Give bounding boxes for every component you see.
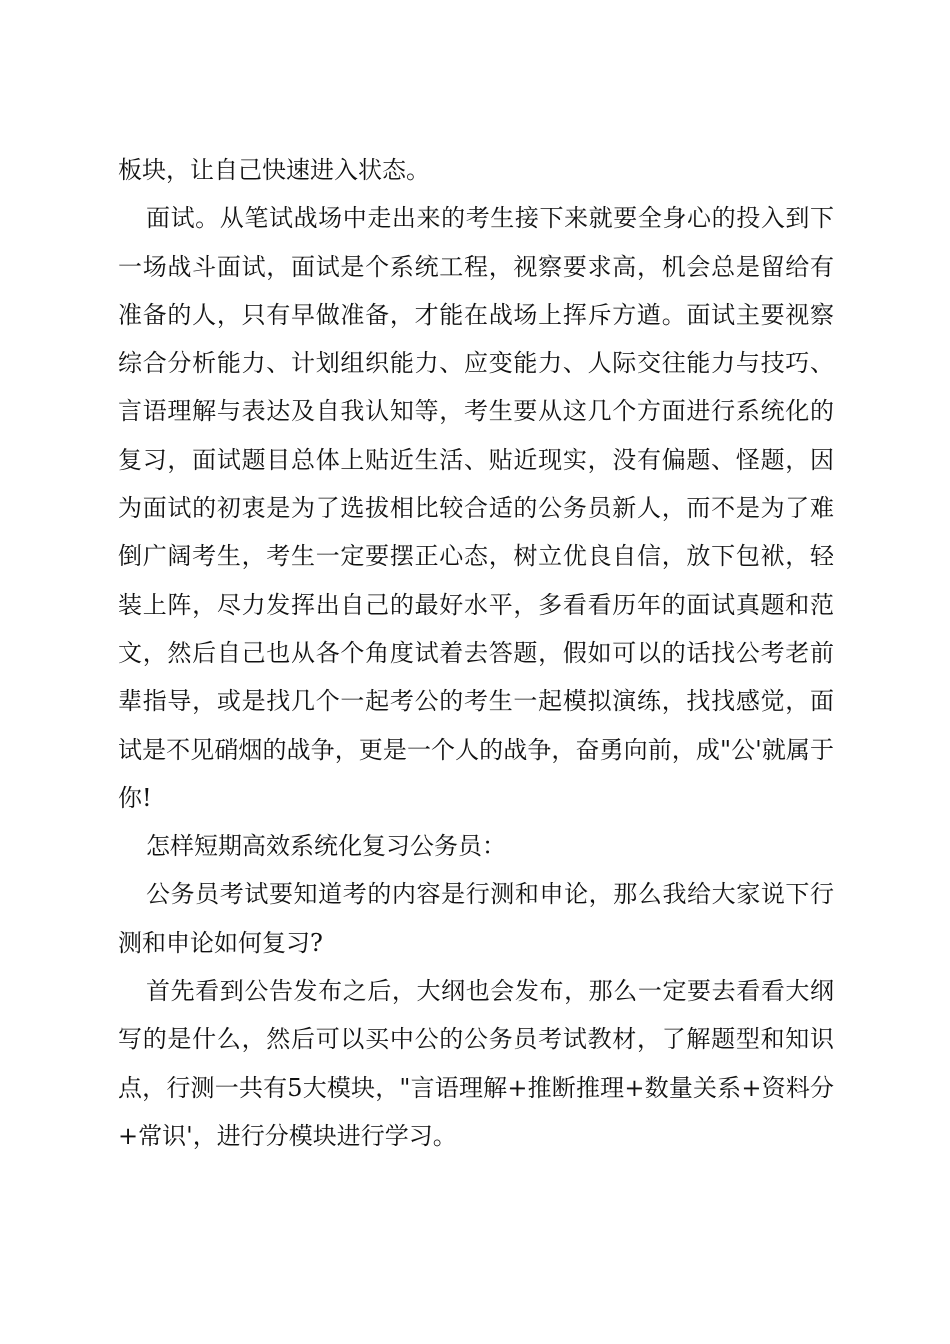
document-body: [118, 146, 834, 1160]
paragraph-exam-content: 公务员考试要知道考的内容是行测和申论，那么我给大家说下行测和申论如何复习?: [118, 880, 834, 957]
paragraph-interview: 面试。从笔试战场中走出来的考生接下来就要全身心的投入到下一场战斗面试，面试是个系统工程，视察要求高，机会总是留给有准备的人，只有早做准备，才能在战场上挥斥方遒。面试主要视察综合分析能力、计划组织能力、应变能力、人际交往能力与技巧、言语理解与表达及自我认知等，考生要从这几个方面进行系统化的复习，面试题目总体上贴近生活、贴近现实，没有偏题、怪题，因为面试的初衷是为了选拔相比较合适的公务员新人，而不是为了难倒广阔考生，考生一定要摆正心态，树立优良自信，放下包袱，轻装上阵，尽力发挥出自己的最好水平，多看看历年的面试真题和范文，然后自己也从各个角度试着去答题，假如可以的话找公考老前辈指导，或是找几个一起考公的考生一起模拟演练，找找感觉，面试是不见硝烟的战争，更是一个人的战争，奋勇向前，成"公'就属于你!: [118, 204, 834, 812]
paragraph-syllabus: 首先看到公告发布之后，大纲也会发布，那么一定要去看看大纲写的是什么，然后可以买中公的公务员考试教材，了解题型和知识点，行测一共有5大模块，"言语理解+推断推理+数量关系+资料分+常识'，进行分模块进行学习。: [118, 977, 834, 1150]
paragraph-continuation: 板块，让自己快速进入状态。: [118, 156, 430, 184]
paragraph-heading-review: 怎样短期高效系统化复习公务员：: [146, 832, 506, 861]
